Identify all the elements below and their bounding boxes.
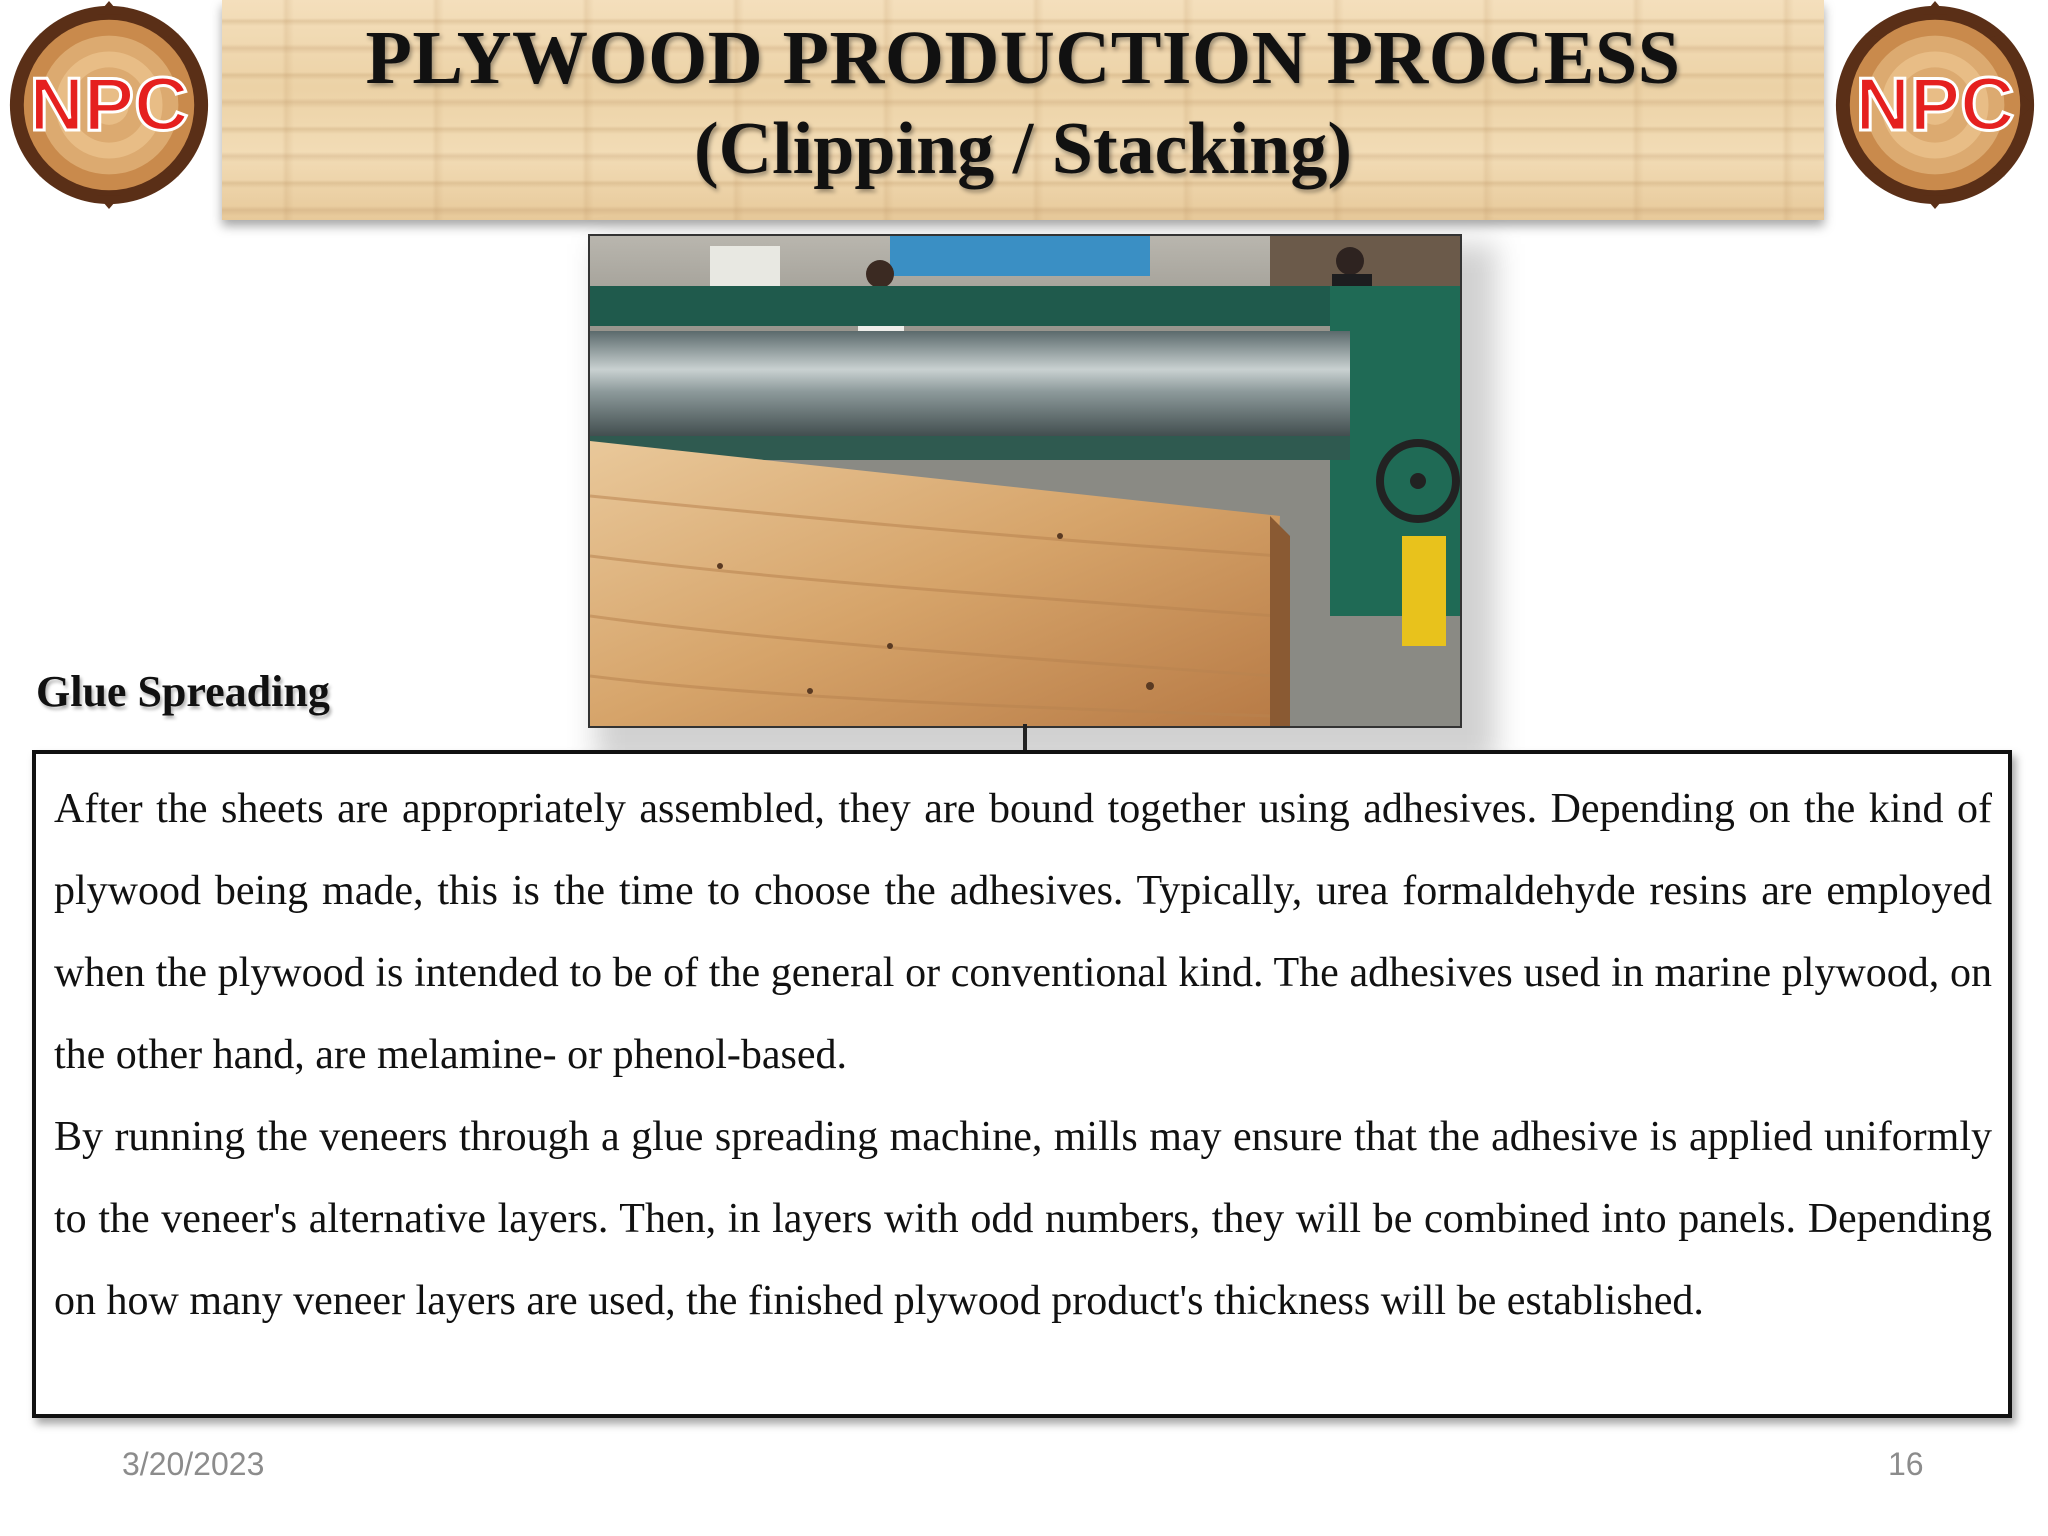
connector-line [1023, 724, 1027, 752]
slide-title: PLYWOOD PRODUCTION PROCESS [365, 16, 1681, 100]
npc-logo-left [0, 0, 218, 210]
header-banner [222, 0, 1824, 220]
logo-lettering: NPC [29, 61, 189, 146]
logo-lettering: NPC [1855, 61, 2015, 146]
section-heading: Glue Spreading [36, 667, 330, 716]
glue-spreading-photo [588, 234, 1462, 728]
npc-logo-icon [0, 0, 218, 210]
slide-date: 3/20/2023 [122, 1446, 265, 1482]
paragraph-adhesives: After the sheets are appropriately assembled, they are bound together using adhesives. Depending on the kind of plywood being made, this is the time to choose the adhesives. Typically, urea formaldehyde resins are employed when the plywood is intended to be of the general or conventional kind. The adhesives used in marine plywood, on the other hand, are melamine- or phenol-based. [54, 786, 1992, 1078]
slide-number: 16 [1888, 1446, 1924, 1482]
paragraph-spreading: By running the veneers through a glue spreading machine, mills may ensure that the adhesive is applied uniformly to the veneer's alternative layers. Then, in layers with odd numbers, they will be combined into panels. Depending on how many veneer layers are used, the finished plywood product's thickness will be established. [54, 1114, 1992, 1324]
slide-subtitle: (Clipping / Stacking) [694, 108, 1352, 190]
npc-logo-icon [1826, 0, 2044, 210]
npc-logo-right [1826, 0, 2044, 210]
glue-spreading-machine-icon [590, 236, 1460, 726]
description-box [32, 750, 2012, 1418]
